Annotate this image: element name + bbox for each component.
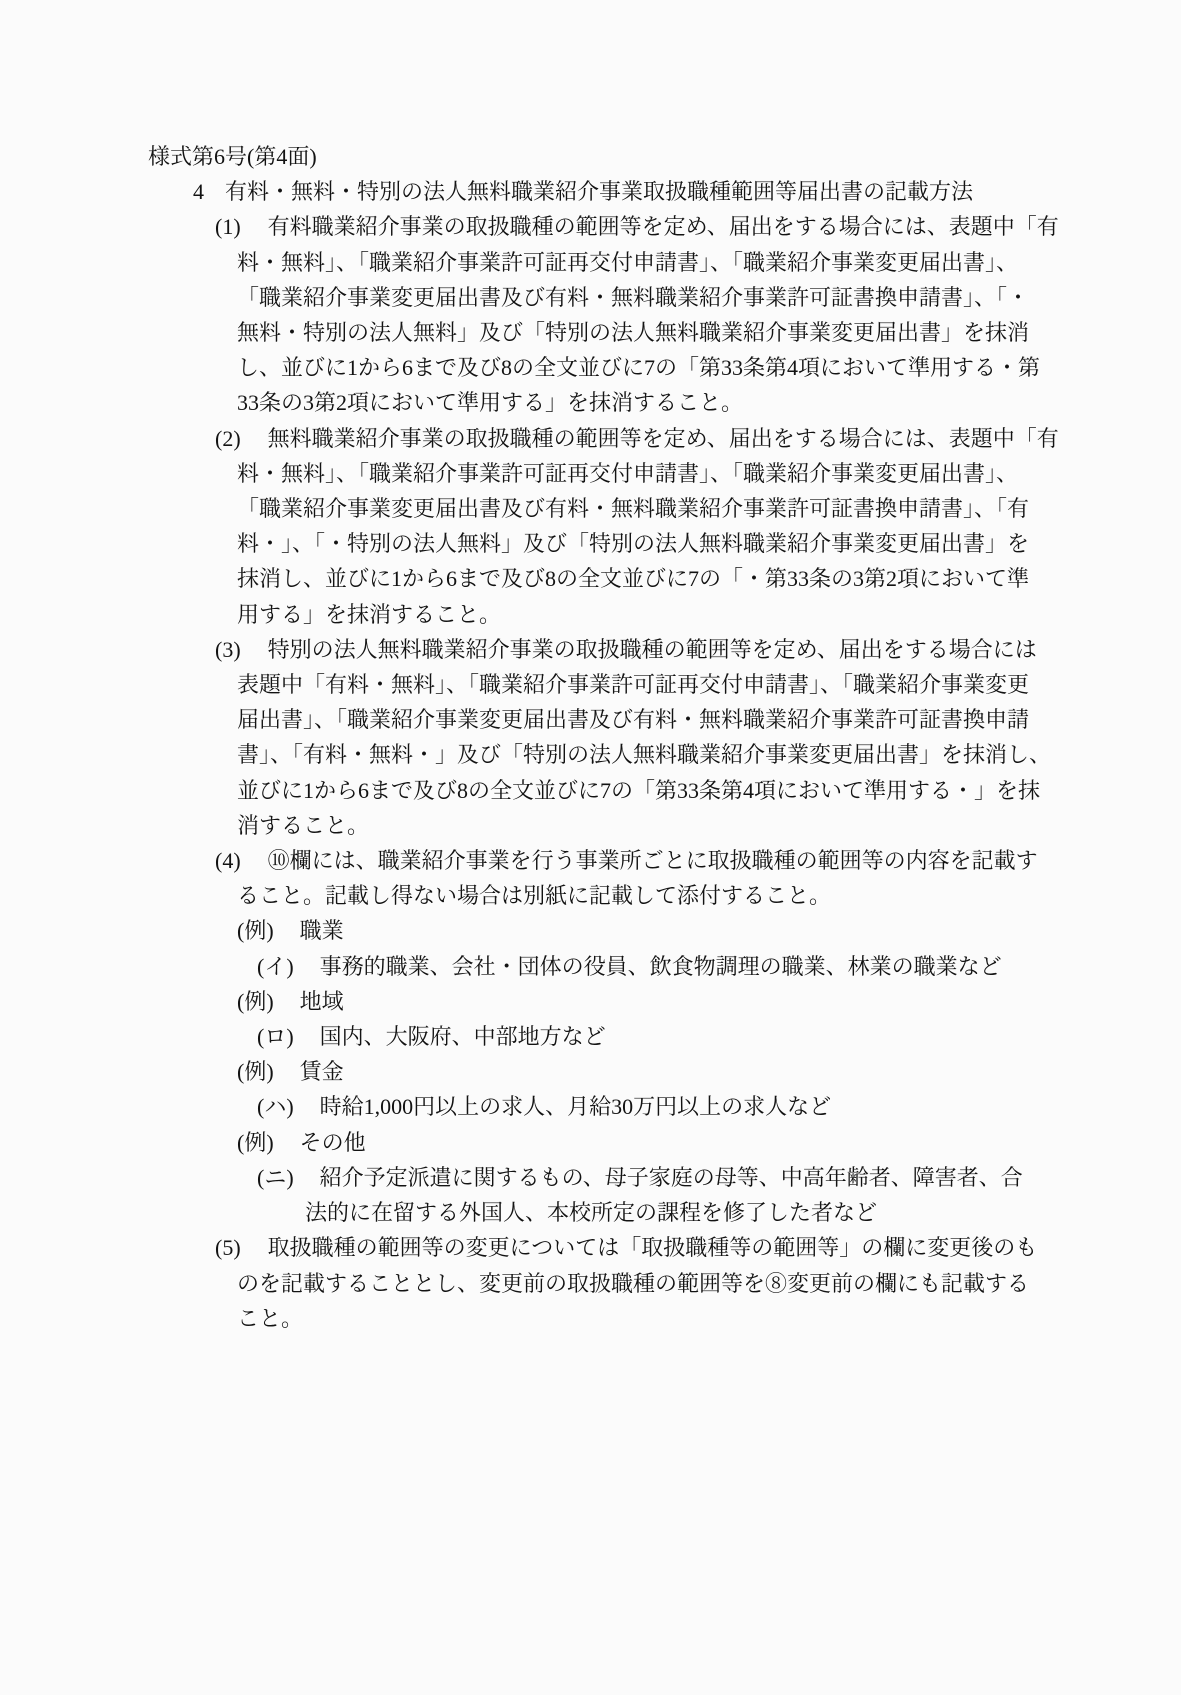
example-item-marker: (イ)	[257, 953, 294, 979]
clause-line	[0, 209, 1181, 244]
clause-line	[0, 456, 1181, 491]
clause-text: 書」、「有料・無料・」及び「特別の法人無料職業紹介事業変更届出書」を抹消し、	[237, 742, 1052, 768]
example-item-line	[0, 1019, 1181, 1054]
clauses-container	[0, 209, 1181, 1336]
example-item-text: 時給1,000円以上の求人、月給30万円以上の求人など	[319, 1094, 832, 1120]
clause-line	[0, 385, 1181, 420]
example-label: (例)	[237, 1059, 274, 1085]
clause-text: 届出書」、「職業紹介事業変更届出書及び有料・無料職業紹介事業許可証書換申請	[237, 707, 1030, 733]
clause-text: 用する」を抹消すること。	[237, 601, 502, 627]
clause-text: 特別の法人無料職業紹介事業の取扱職種の範囲等を定め、届出をする場合には	[267, 636, 1037, 662]
clause-marker: (5)	[215, 1235, 241, 1261]
clause-line	[0, 773, 1181, 808]
clause-line	[0, 808, 1181, 843]
example-item-line	[0, 1160, 1181, 1195]
example-item-line	[0, 1195, 1181, 1230]
example-item-marker: (ニ)	[257, 1164, 294, 1190]
example-category: 賃金	[299, 1059, 344, 1085]
clause-text: のを記載することとし、変更前の取扱職種の範囲等を⑧変更前の欄にも記載する	[237, 1270, 1030, 1296]
clause-line	[0, 632, 1181, 667]
clause-line	[0, 315, 1181, 350]
form-label: 様式第6号(第4面)	[148, 144, 317, 169]
clause-line	[0, 1266, 1181, 1301]
example-item-text: 事務的職業、会社・団体の役員、飲食物調理の職業、林業の職業など	[319, 953, 1002, 979]
example-category: 職業	[299, 918, 344, 944]
clause-text: 料・」、「・特別の法人無料」及び「特別の法人無料職業紹介事業変更届出書」を	[237, 531, 1030, 557]
clause-text: 料・無料」、「職業紹介事業許可証再交付申請書」、「職業紹介事業変更届出書」、	[237, 460, 1019, 486]
clause-marker: (4)	[215, 848, 241, 874]
example-line	[0, 1054, 1181, 1089]
clause-marker: (1)	[215, 214, 241, 240]
clause-text: 無料職業紹介事業の取扱職種の範囲等を定め、届出をする場合には、表題中「有	[267, 425, 1059, 451]
clause-line	[0, 491, 1181, 526]
section-number: 4	[193, 179, 204, 205]
example-line	[0, 913, 1181, 948]
clause-text: ⑩欄には、職業紹介事業を行う事業所ごとに取扱職種の範囲等の内容を記載す	[267, 848, 1038, 874]
clause-text: 取扱職種の範囲等の変更については「取扱職種等の範囲等」の欄に変更後のも	[267, 1235, 1038, 1261]
clause-line	[0, 667, 1181, 702]
clause-text: し、並びに1から6まで及び8の全文並びに7の「第33条第4項において準用する・第	[237, 355, 1041, 381]
example-item-text: 国内、大阪府、中部地方など	[319, 1024, 606, 1050]
clause-line	[0, 737, 1181, 772]
clause-text: 表題中「有料・無料」、「職業紹介事業許可証再交付申請書」、「職業紹介事業変更	[237, 672, 1030, 698]
clause-text: 33条の3第2項において準用する」を抹消すること。	[237, 390, 744, 416]
example-line	[0, 1125, 1181, 1160]
example-line	[0, 984, 1181, 1019]
clause-line	[0, 561, 1181, 596]
example-item-text: 紹介予定派遣に関するもの、母子家庭の母等、中高年齢者、障害者、合	[319, 1164, 1023, 1190]
clause-marker: (2)	[215, 425, 241, 451]
example-item-text: 法的に在留する外国人、本校所定の課程を修了した者など	[305, 1200, 878, 1226]
example-label: (例)	[237, 988, 274, 1014]
clause-text: 消すること。	[237, 812, 370, 838]
clause-line	[0, 280, 1181, 315]
example-label: (例)	[237, 1129, 274, 1155]
example-item-line	[0, 949, 1181, 984]
clause-text: 並びに1から6まで及び8の全文並びに7の「第33条第4項において準用する・」を抹	[237, 777, 1041, 803]
section-heading	[0, 174, 1181, 209]
clause-line	[0, 245, 1181, 280]
clause-text: 「職業紹介事業変更届出書及び有料・無料職業紹介事業許可証書換申請書」、「有	[237, 496, 1030, 522]
clause-text: 「職業紹介事業変更届出書及び有料・無料職業紹介事業許可証書換申請書」、「・	[237, 284, 1030, 310]
clause-line	[0, 421, 1181, 456]
example-item-marker: (ロ)	[257, 1024, 294, 1050]
clause-line	[0, 597, 1181, 632]
clause-line	[0, 526, 1181, 561]
clause-line	[0, 843, 1181, 878]
example-item-line	[0, 1089, 1181, 1124]
example-item-marker: (ハ)	[257, 1094, 294, 1120]
clause-line	[0, 878, 1181, 913]
section-title: 有料・無料・特別の法人無料職業紹介事業取扱職種範囲等届出書の記載方法	[225, 179, 974, 205]
clause-text: 無料・特別の法人無料」及び「特別の法人無料職業紹介事業変更届出書」を抹消	[237, 320, 1030, 346]
clause-line	[0, 702, 1181, 737]
clause-line	[0, 1230, 1181, 1265]
clause-text: こと。	[237, 1305, 304, 1331]
clause-marker: (3)	[215, 636, 241, 662]
clause-text: ること。記載し得ない場合は別紙に記載して添付すること。	[237, 883, 832, 909]
clause-line	[0, 350, 1181, 385]
clause-line	[0, 1301, 1181, 1336]
clause-text: 料・無料」、「職業紹介事業許可証再交付申請書」、「職業紹介事業変更届出書」、	[237, 249, 1019, 275]
clause-text: 抹消し、並びに1から6まで及び8の全文並びに7の「・第33条の3第2項において準	[237, 566, 1030, 592]
example-category: その他	[299, 1129, 366, 1155]
clause-text: 有料職業紹介事業の取扱職種の範囲等を定め、届出をする場合には、表題中「有	[267, 214, 1059, 240]
example-category: 地域	[299, 988, 344, 1014]
example-label: (例)	[237, 918, 274, 944]
